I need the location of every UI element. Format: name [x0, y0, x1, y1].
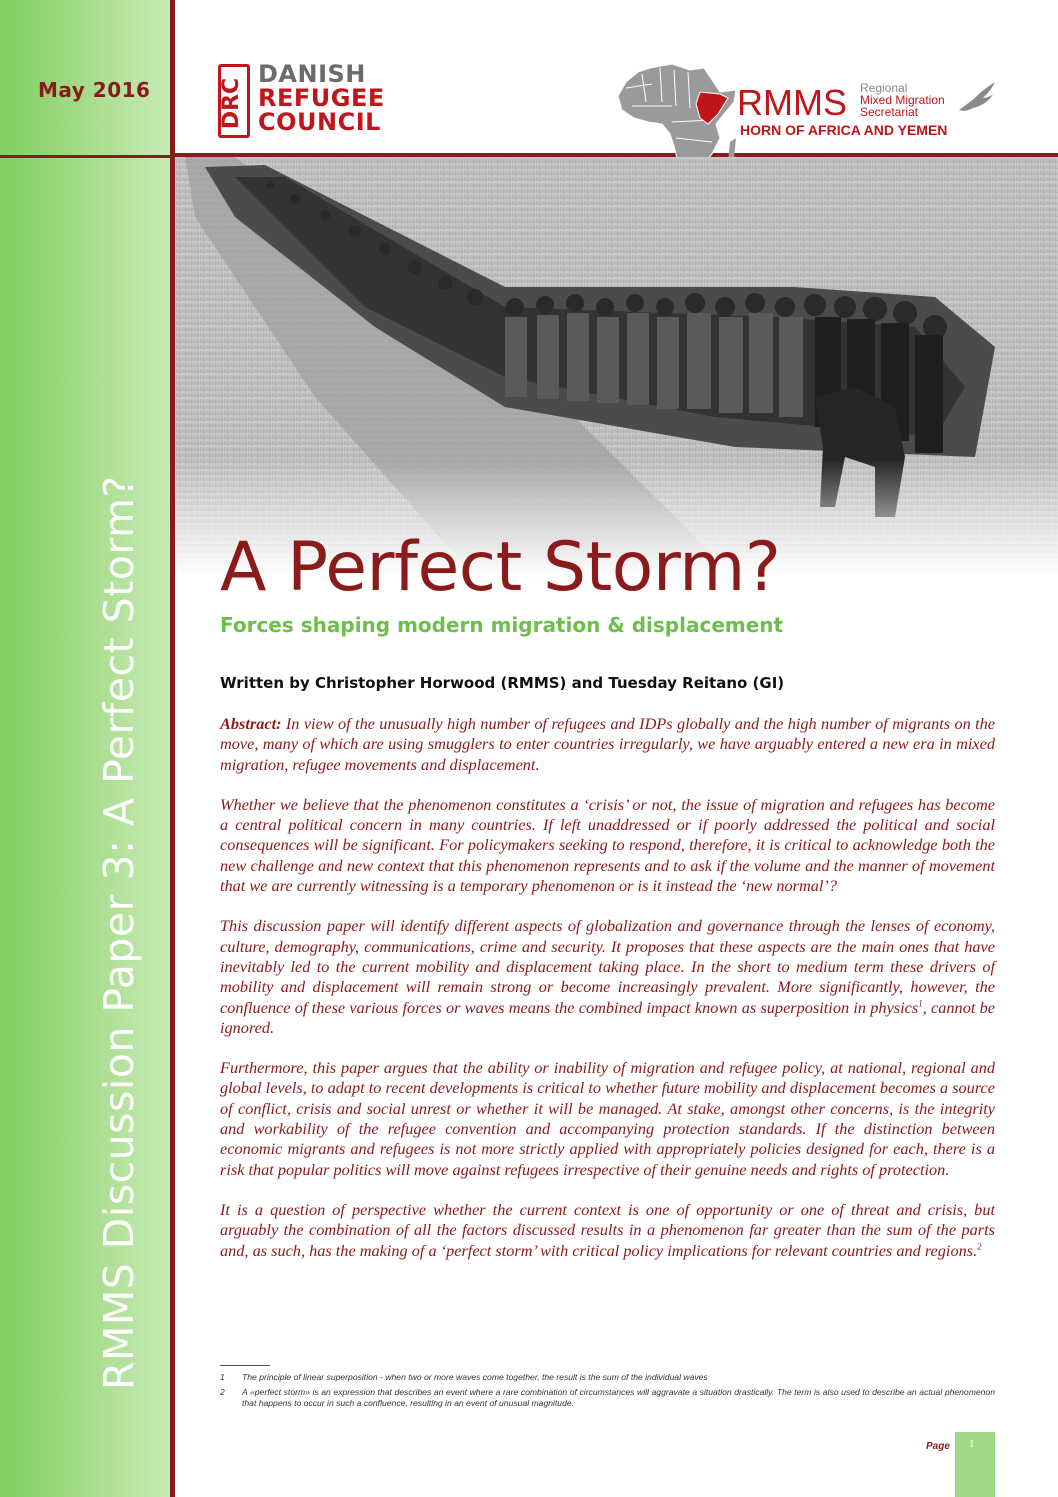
rmms-logo-region: HORN OF AFRICA AND YEMEN — [740, 122, 948, 138]
drc-logo-line3: COUNCIL — [258, 108, 381, 136]
bird-icon — [957, 80, 997, 116]
page-number-box — [955, 1432, 995, 1497]
document-subtitle: Forces shaping modern migration & displacement — [220, 613, 784, 637]
page-number: 1 — [969, 1438, 975, 1450]
cover-photo — [175, 157, 1058, 577]
rmms-logo-name: RMMS — [737, 82, 847, 123]
footnote-text: The principle of linear superposition - when two or more waves come together, the result is the sum of the individual waves — [242, 1372, 708, 1382]
rmms-logo-sub1: Regional — [860, 81, 908, 95]
left-sidebar — [0, 0, 170, 1497]
footnote-item — [220, 1387, 995, 1410]
footnotes — [220, 1372, 995, 1413]
footnote-number: 1 — [220, 1372, 225, 1382]
footnote-ref-1[interactable]: 1 — [918, 998, 923, 1009]
abstract-text-5: It is a question of perspective whether the current context is one of opportunity or one of threat and crisis, but arguably the combination of all the factors discussed results in a phenomenon far greater than the sum of the parts and, as such, has the making of a ‘perfect storm’ with critical policy implications for relevant countries and regions. — [220, 1199, 995, 1260]
footnote-ref-2[interactable]: 2 — [977, 1241, 982, 1252]
footnote-separator — [220, 1365, 270, 1366]
abstract-body — [220, 714, 995, 1281]
rmms-logo-sub2: Mixed Migration — [860, 93, 945, 107]
rmms-logo-subtitle — [860, 82, 945, 118]
page-label: Page — [926, 1441, 950, 1452]
document-title: A Perfect Storm? — [220, 528, 781, 607]
abstract-paragraph-4: Furthermore, this paper argues that the ability or inability of migration and refugee policy, at national, regional and global levels, to adapt to recent developments is critical to whether future mobility and displacement becomes a source of conflict, crisis and social unrest or whether it will be managed. At stake, amongst other concerns, is the integrity and workability of the refugee convention and accompanying protection standards. If the distinction between economic migrants and refugees is not more strictly applied with appropriately policies designed for each, there is a risk that popular politics will move against refugees irrespective of their genuine needs and rights of protection. — [220, 1058, 996, 1179]
publication-date: May 2016 — [38, 78, 151, 102]
abstract-paragraph-2: Whether we believe that the phenomenon constitutes a ‘crisis’ or not, the issue of migration and refugees has become a central political concern in many countries. If left unaddressed or if poorly addressed the political and social consequences will be significant. For policymakers seeking to respond, therefore, it is critical to acknowledge both the new challenge and new context that this phenomenon represents and to ask if the volume and the manner of movement that we are currently witnessing is a temporary phenomenon or is it instead the ‘new normal’? — [220, 794, 995, 896]
drc-logo-line2: REFUGEE — [258, 84, 385, 112]
abstract-paragraph-3 — [220, 916, 995, 1038]
drc-logo-mark — [218, 64, 250, 138]
abstract-label: Abstract: — [220, 714, 282, 733]
author-line: Written by Christopher Horwood (RMMS) and Tuesday Reitano (GI) — [220, 674, 785, 692]
abstract-text-3a: This discussion paper will identify different aspects of globalization and governance through the lenses of economy, culture, demography, communications, crime and security. It proposes that these aspects are the main ones that have inevitably led to the current mobility and displacement taking place. In the short to medium term these drivers of mobility and displacement will remain strong or become increasingly prevalent. More significantly, however, the confluence of these various forces or waves means the combined impact known as superposition in physics — [220, 916, 995, 1017]
abstract-text-3b: , cannot be ignored. — [220, 997, 995, 1037]
vertical-series-title: RMMS Discussion Paper 3: A Perfect Storm? — [95, 475, 143, 1390]
footnote-text: A «perfect storm» is an expression that describes an event where a rare combination of circumstances will aggravate a situation drastically. The term is also used to describe an actual phenomenon that happens to occur in such a confluence, resulting in an event of unusual magnitude. — [242, 1386, 995, 1408]
drc-logo-wordmark — [258, 62, 385, 134]
rmms-logo-sub3: Secretariat — [860, 105, 919, 119]
abstract-text-1: In view of the unusually high number of refugees and IDPs globally and the high number of migrants on the move, many of which are using smugglers to enter countries irregularly, we have arguably entered a new era in mixed migration, refugee movements and displacement. — [220, 714, 995, 774]
drc-logo — [218, 60, 388, 144]
footnote-number: 2 — [220, 1386, 225, 1397]
drc-logo-line1: DANISH — [258, 60, 366, 88]
sidebar-divider — [0, 155, 170, 158]
abstract-paragraph-5 — [220, 1200, 995, 1261]
footnote-item — [220, 1372, 995, 1384]
abstract-paragraph-1 — [220, 714, 995, 775]
drc-logo-mark-text: DRC — [219, 77, 245, 130]
